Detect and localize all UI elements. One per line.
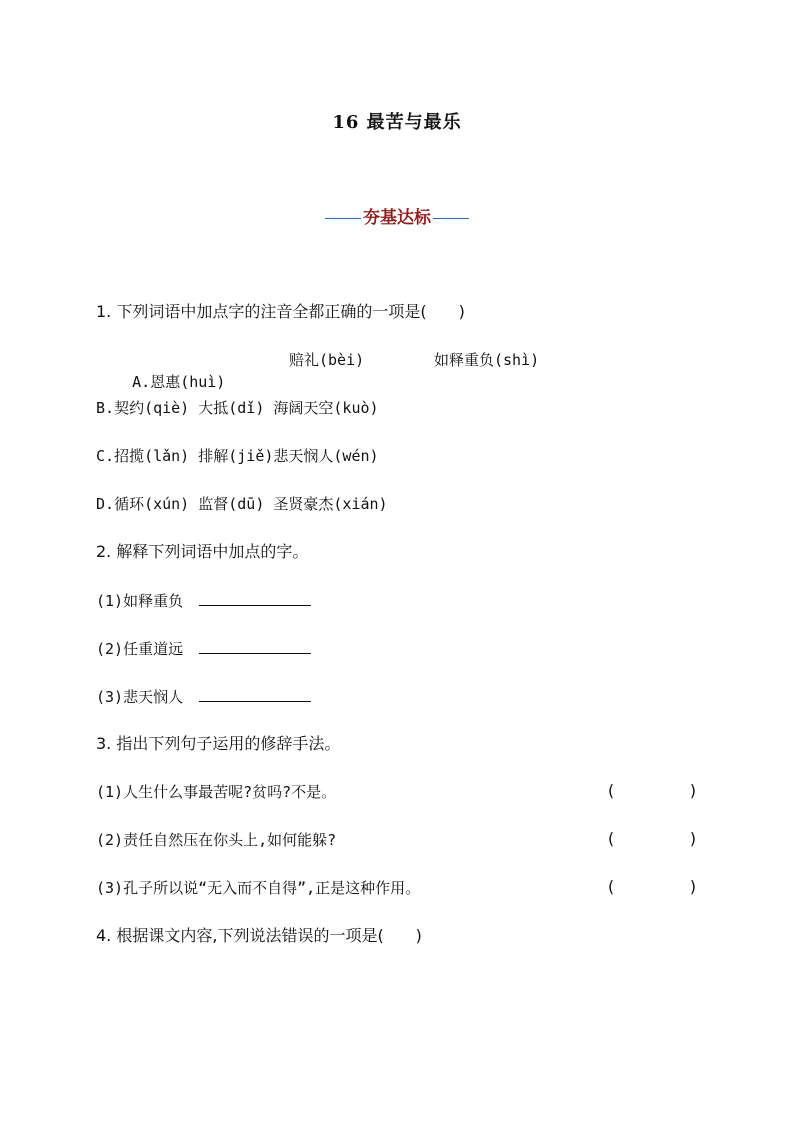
- q2-item-2-text: (2)任重道远: [96, 640, 184, 658]
- option-b-item-2: 大抵(dǐ): [198, 399, 265, 417]
- option-a-item-3: 如释重负(shì): [434, 351, 540, 369]
- option-b-item-3: 海阔天空(kuò): [273, 399, 379, 417]
- option-a-item-1-wrap: [132, 371, 226, 393]
- paren-open: (: [606, 781, 616, 800]
- answer-blank[interactable]: [199, 637, 311, 654]
- q3-item-2: (2)责任自然压在你头上,如何能躲?: [96, 831, 337, 849]
- page-title: 16 最苦与最乐: [332, 112, 462, 133]
- option-c-item-2: 排解(jiě): [198, 447, 274, 465]
- q2-item-3: [96, 685, 311, 708]
- option-a-label: A.: [132, 373, 151, 391]
- q3-item-3: (3)孔子所以说“无入而不自得”,正是这种作用。: [96, 879, 421, 897]
- question-1-stem: 1. 下列词语中加点字的注音全都正确的一项是( ): [96, 302, 465, 321]
- option-b-item-1: 契约(qiè): [114, 399, 190, 417]
- option-c-item-1: 招揽(lǎn): [114, 447, 190, 465]
- q3-answer-1[interactable]: [606, 781, 698, 800]
- option-d-item-3: 圣贤豪杰(xián): [273, 495, 388, 513]
- option-b-label: B.: [96, 399, 115, 417]
- answer-blank[interactable]: [199, 685, 311, 702]
- section-label: 夯基达标: [363, 208, 431, 228]
- q2-item-3-text: (3)悲天悯人: [96, 688, 184, 706]
- paren-close: ): [688, 781, 698, 800]
- paren-close: ): [688, 829, 698, 848]
- q3-item-1: (1)人生什么事最苦呢?贫吗?不是。: [96, 783, 337, 801]
- q3-answer-3[interactable]: [606, 877, 698, 896]
- paren-close: ): [688, 877, 698, 896]
- section-heading: [0, 203, 794, 228]
- paren-open: (: [606, 877, 616, 896]
- option-d-item-1: 循环(xún): [114, 495, 190, 513]
- option-c-label: C.: [96, 447, 115, 465]
- option-c: [96, 445, 379, 467]
- option-d-item-2: 监督(dū): [198, 495, 265, 513]
- option-d: [96, 493, 388, 515]
- question-3-stem: 3. 指出下列句子运用的修辞手法。: [96, 734, 341, 753]
- option-b: [96, 397, 379, 419]
- option-c-item-3: 悲天悯人(wén): [273, 447, 379, 465]
- option-d-label: D.: [96, 495, 115, 513]
- q3-answer-2[interactable]: [606, 829, 698, 848]
- question-2-stem: 2. 解释下列词语中加点的字。: [96, 542, 309, 561]
- q2-item-1-text: (1)如释重负: [96, 592, 184, 610]
- q2-item-2: [96, 637, 311, 660]
- option-a-item-1: 恩惠(huì): [150, 373, 226, 391]
- option-a-item-2: 赔礼(bèi): [289, 351, 365, 369]
- question-4-stem: 4. 根据课文内容,下列说法错误的一项是( ): [96, 926, 422, 945]
- paren-open: (: [606, 829, 616, 848]
- answer-blank[interactable]: [199, 589, 311, 606]
- heading-rule-left: [325, 218, 361, 219]
- q2-item-1: [96, 589, 311, 612]
- heading-rule-right: [433, 218, 469, 219]
